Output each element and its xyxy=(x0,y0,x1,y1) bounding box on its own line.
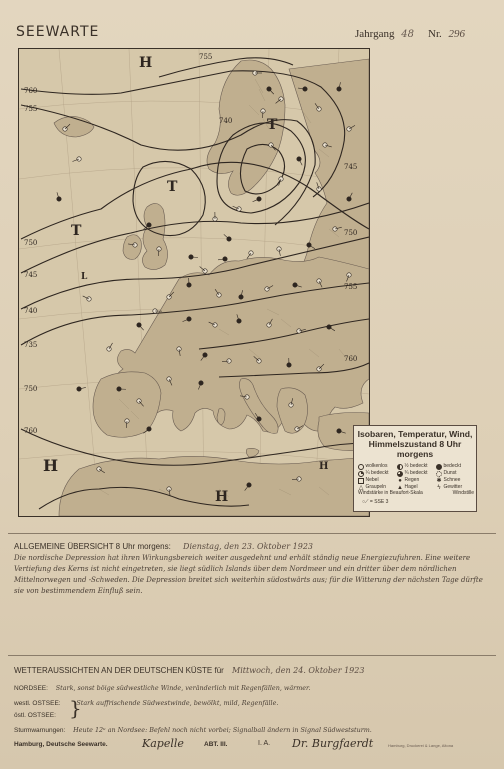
office-name: Hamburg, Deutsche Seewarte. xyxy=(14,741,108,748)
year-value: 48 xyxy=(401,29,414,40)
haze-icon xyxy=(436,471,442,477)
isobar-label: 755 xyxy=(344,283,358,291)
summary-text: Die nordische Depression hat ihren Wirkungsbereich weiter ausgedehnt und erhält ständig neue Energiezufuhren. Eine weitere Vertiefung des Kerns ist nicht eingetreten, sie liegt südlich Islands über dem Nordmeer und ein dritter über dem nördlichen Mittelnorwegen und -Schweden. Die Depression breitet sich weiterhin südostwärts aus; für die Witterung der nächsten Tage dürfte sie von bestimmendem Einfluß sein. xyxy=(14,554,483,595)
forecast-date: Mittwoch, den 24. Oktober 1923 xyxy=(232,666,365,675)
calm-label: Windstille xyxy=(452,490,474,496)
legend-symbol-grid xyxy=(358,463,474,491)
legend-title-line1: Isobaren, Temperatur, Wind, xyxy=(357,429,473,439)
forecast-text: Heute 12ᵘ an Nordsee: Befehl noch nicht vorbei; Signalball ändern in Signal Südweststurm. xyxy=(73,726,372,734)
overcast-icon xyxy=(436,464,442,470)
legend-item-label: ¾ bedeckt xyxy=(404,470,428,476)
forecast-region: Sturmwarnungen: xyxy=(14,727,66,734)
weather-map-canvas xyxy=(19,49,369,516)
legend-item-label: ½ bedeckt xyxy=(404,463,428,469)
divider xyxy=(8,533,496,534)
wind-example-label: = SSE 3 xyxy=(369,499,389,505)
low-pressure-marker: T xyxy=(167,179,178,195)
low-pressure-marker: L xyxy=(81,272,88,282)
isobar-label: 735 xyxy=(24,341,38,349)
signature-2: Dr. Burgfaerdt xyxy=(292,737,374,750)
summary-label: ALLGEMEINE ÜBERSICHT 8 Uhr morgens: xyxy=(14,542,171,551)
forecast-row-storm-warnings xyxy=(14,726,372,734)
printer-imprint: Hamburg, Druckerei & Lange, Altona xyxy=(388,743,454,748)
forecast-label: WETTERAUSSICHTEN AN DER DEUTSCHEN KÜSTE für xyxy=(14,666,224,675)
issue-number-value: 296 xyxy=(448,28,465,40)
legend-title xyxy=(354,429,476,459)
isobar-label: 745 xyxy=(24,271,38,279)
legend-item-label: bedeckt xyxy=(443,463,462,469)
land-great-britain xyxy=(142,203,167,269)
hail-icon: ▲ xyxy=(397,484,403,491)
report-footer xyxy=(14,739,494,753)
rain-icon: ● xyxy=(398,477,402,484)
legend-footer xyxy=(358,490,474,496)
forecast-row-nordsee xyxy=(14,684,310,692)
legend-item-label: Dunst xyxy=(443,470,457,476)
isobar-label: 740 xyxy=(219,117,233,125)
legend-item-label: Graupeln xyxy=(365,484,387,490)
map-legend xyxy=(353,425,477,512)
isobar-label: 750 xyxy=(344,229,358,237)
isobar-label: 760 xyxy=(24,427,38,435)
wind-arrow-icon: ○⟋ xyxy=(362,499,369,505)
year-label: Jahrgang xyxy=(355,28,395,40)
divider xyxy=(8,655,496,656)
low-pressure-marker: T xyxy=(267,117,278,133)
legend-item-label: Nebel xyxy=(365,477,379,483)
forecast-text: Stark, sonst böige südwestliche Winde, veränderlich mit Regenfällen, wärmer. xyxy=(55,684,311,692)
legend-item-label: Regen xyxy=(404,477,420,483)
graupel-icon: △ xyxy=(358,484,364,491)
summary-date: Dienstag, den 23. Oktober 1923 xyxy=(183,542,314,551)
high-pressure-marker: H xyxy=(319,461,329,472)
high-pressure-marker: H xyxy=(215,489,229,505)
legend-item xyxy=(397,477,435,484)
legend-item xyxy=(358,470,396,477)
legend-item-label: Hagel xyxy=(404,484,418,490)
legend-item xyxy=(358,477,396,484)
publisher-title: SEEWARTE xyxy=(16,24,100,40)
isobar-label: 750 xyxy=(24,239,38,247)
isobar-label: 745 xyxy=(344,163,358,171)
legend-item xyxy=(358,463,396,470)
forecast-region: östl. OSTSEE: xyxy=(14,712,56,719)
forecast-text: Stark auffrischende Südwestwinde, bewölkt, mild, Regenfälle. xyxy=(76,699,279,707)
wind-example xyxy=(362,499,388,505)
quarter-cloud-icon xyxy=(358,471,364,477)
isobar-label: 755 xyxy=(24,105,38,113)
year-field xyxy=(355,28,414,40)
half-cloud-icon xyxy=(397,464,403,470)
legend-item xyxy=(397,470,435,477)
snow-icon: ✱ xyxy=(436,477,442,484)
three-quarter-cloud-icon xyxy=(397,471,403,477)
forecast-row-west-ostsee xyxy=(14,699,278,707)
isobar-label: 755 xyxy=(199,53,213,61)
brace-icon: } xyxy=(69,696,82,720)
high-pressure-marker: H xyxy=(43,456,59,475)
legend-item-label: Schnee xyxy=(443,477,461,483)
low-pressure-marker: T xyxy=(71,223,82,239)
legend-item-label: wolkenlos xyxy=(365,463,388,469)
isobar-label: 740 xyxy=(24,307,38,315)
thunderstorm-icon: ϟ xyxy=(437,484,441,491)
signature-1: Kapelle xyxy=(142,737,184,750)
isobar-label: 760 xyxy=(344,355,358,363)
issue-number-label: Nr. xyxy=(428,28,442,40)
forecast-region: NORDSEE: xyxy=(14,685,48,692)
legend-item xyxy=(397,463,435,470)
forecast-row-ost-ostsee xyxy=(14,711,62,719)
isobar-label: 760 xyxy=(24,87,38,95)
weather-map xyxy=(18,48,370,517)
legend-item-label: ¼ bedeckt xyxy=(365,470,389,476)
clear-sky-icon xyxy=(358,464,364,470)
report-header xyxy=(12,24,492,44)
fog-icon xyxy=(358,478,364,484)
wind-scale-label: Windstärke in Beaufort-Skala xyxy=(358,490,423,496)
issue-number-field xyxy=(428,28,465,40)
legend-item-label: Gewitter xyxy=(443,484,463,490)
legend-item xyxy=(436,470,474,477)
forecast-region: westl. OSTSEE: xyxy=(14,700,61,707)
department-label: ABT. III. xyxy=(204,741,228,748)
summary-header xyxy=(14,542,494,551)
legend-title-line2: Himmelszustand 8 Uhr morgens xyxy=(368,439,462,459)
forecast-header xyxy=(14,666,494,675)
high-pressure-marker: H xyxy=(139,55,153,71)
ia-label: I. A. xyxy=(258,740,271,747)
legend-item xyxy=(436,477,474,484)
isobar-label: 750 xyxy=(24,385,38,393)
legend-item xyxy=(436,463,474,470)
